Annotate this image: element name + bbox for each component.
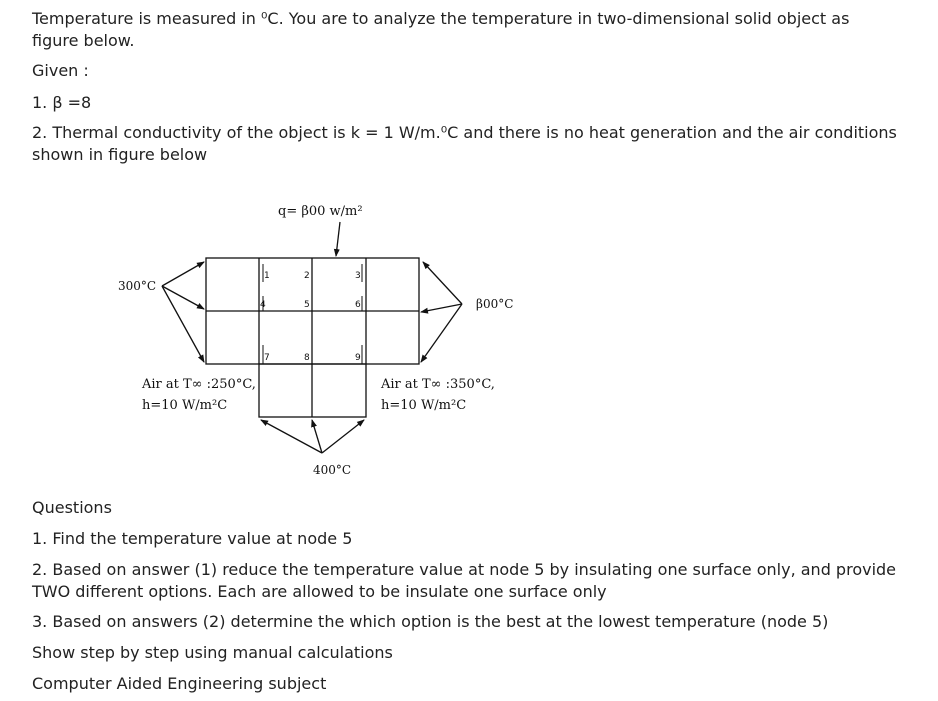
problem-intro: Temperature is measured in ⁰C. You are to analyze the temperature in two-dimensional solid object as figure below. bbox=[32, 9, 850, 50]
right-temperature-arrows bbox=[421, 262, 462, 362]
right-temperature-label: β00°C bbox=[476, 297, 514, 311]
bottom-temperature-label: 400°C bbox=[313, 463, 352, 477]
given-label: Given : bbox=[32, 61, 89, 80]
question-3: 3. Based on answers (2) determine the which option is the best at the lowest temperature (node 5) bbox=[32, 612, 829, 631]
node-6-label: 6 bbox=[355, 300, 361, 310]
question-1: 1. Find the temperature value at node 5 bbox=[32, 529, 353, 548]
question-2: 2. Based on answer (1) reduce the temperature value at node 5 by insulating one surface only, and provide TWO different options. Each are allowed to be insulate one surface only bbox=[32, 560, 897, 601]
heat-flux-label: q= β00 w/m² bbox=[278, 204, 363, 219]
left-temperature-arrows bbox=[162, 262, 204, 362]
left-temperature-label: 300°C bbox=[118, 279, 157, 293]
left-air-condition-line1: Air at T∞ :250°C, bbox=[142, 377, 256, 392]
node-4-label: 4 bbox=[260, 300, 266, 310]
heat-flux-arrow bbox=[336, 222, 340, 256]
solid-object-outline bbox=[206, 258, 419, 417]
right-air-condition-line2: h=10 W/m²C bbox=[381, 398, 467, 413]
node-2-label: 2 bbox=[304, 271, 310, 281]
node-1-label: 1 bbox=[264, 271, 270, 281]
node-5-label: 5 bbox=[304, 300, 310, 310]
subject-text: Computer Aided Engineering subject bbox=[32, 674, 327, 693]
bottom-temperature-arrows bbox=[261, 420, 364, 453]
right-air-condition-line1: Air at T∞ :350°C, bbox=[381, 377, 495, 392]
node-9-label: 9 bbox=[355, 353, 361, 363]
instructions-text: Show step by step using manual calculations bbox=[32, 643, 393, 662]
left-air-condition-line2: h=10 W/m²C bbox=[142, 398, 228, 413]
given-item-conductivity: 2. Thermal conductivity of the object is k = 1 W/m.⁰C and there is no heat generation and the air conditions shown in figure below bbox=[32, 123, 897, 164]
given-item-beta: 1. β =8 bbox=[32, 93, 92, 112]
questions-heading: Questions bbox=[32, 498, 112, 517]
heat-transfer-diagram bbox=[100, 190, 560, 490]
node-8-label: 8 bbox=[304, 353, 310, 363]
node-3-label: 3 bbox=[355, 271, 361, 281]
node-7-label: 7 bbox=[264, 353, 270, 363]
